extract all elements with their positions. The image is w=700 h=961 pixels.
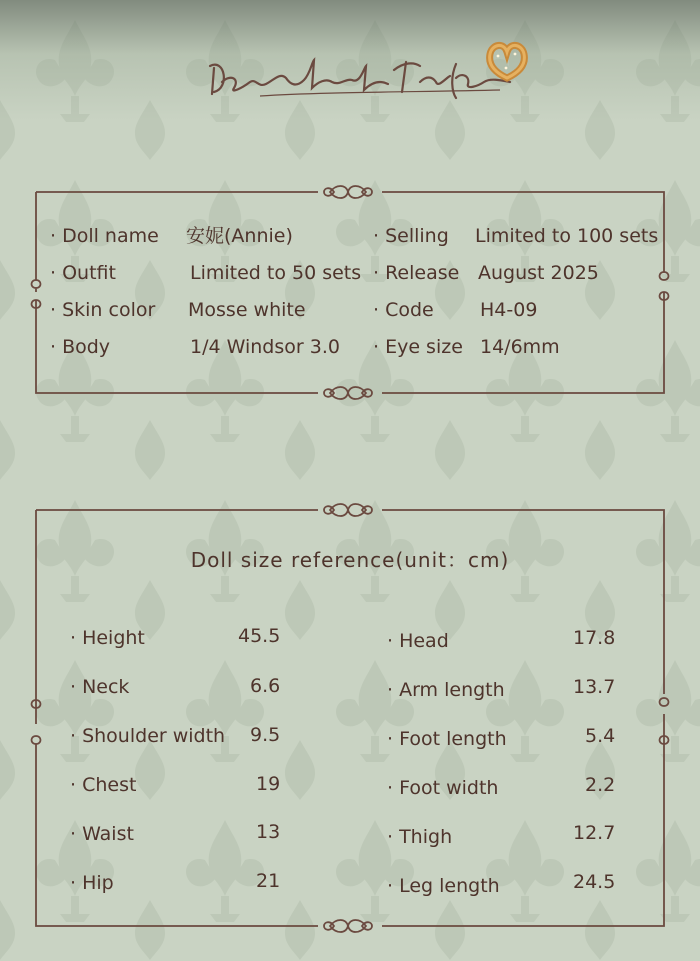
arm-length-label: · Arm length — [387, 679, 505, 701]
pretzel-icon — [484, 38, 530, 82]
doll-name-value: 安妮(Annie) — [186, 225, 293, 247]
foot-width-value: 2.2 — [585, 774, 616, 796]
foot-length-value: 5.4 — [585, 725, 616, 747]
height-label: · Height — [70, 627, 145, 649]
doll-name-label: · Doll name — [50, 225, 159, 247]
code-value: H4-09 — [480, 299, 538, 321]
eye-size-label: · Eye size — [373, 336, 463, 358]
thigh-value: 12.7 — [573, 822, 616, 844]
chest-value: 19 — [256, 773, 281, 795]
shoulder-width-label: · Shoulder width — [70, 725, 226, 747]
size-heading: Doll size reference(unit：cm) — [190, 548, 510, 572]
selling-label: · Selling — [373, 225, 449, 247]
thigh-label: · Thigh — [387, 826, 453, 848]
height-value: 45.5 — [238, 625, 281, 647]
eye-size-value: 14/6mm — [480, 336, 560, 358]
outfit-value: Limited to 50 sets — [190, 262, 362, 284]
release-value: August 2025 — [478, 262, 599, 284]
release-label: · Release — [373, 262, 460, 284]
neck-value: 6.6 — [250, 675, 281, 697]
foot-width-label: · Foot width — [387, 777, 499, 799]
chest-label: · Chest — [70, 774, 137, 796]
leg-length-value: 24.5 — [573, 871, 616, 893]
outfit-label: · Outfit — [50, 262, 116, 284]
waist-label: · Waist — [70, 823, 134, 845]
skin-color-value: Mosse white — [188, 299, 306, 321]
waist-value: 13 — [256, 821, 281, 843]
body-value: 1/4 Windsor 3.0 — [190, 336, 340, 358]
hip-label: · Hip — [70, 872, 114, 894]
product-info-script-title — [200, 48, 520, 108]
head-label: · Head — [387, 630, 449, 652]
info-frame — [30, 180, 670, 405]
neck-label: · Neck — [70, 676, 130, 698]
shoulder-width-value: 9.5 — [250, 724, 281, 746]
foot-length-label: · Foot length — [387, 728, 507, 750]
arm-length-value: 13.7 — [573, 676, 616, 698]
hip-value: 21 — [256, 870, 281, 892]
leg-length-label: · Leg length — [387, 875, 500, 897]
skin-color-label: · Skin color — [50, 299, 156, 321]
body-label: · Body — [50, 336, 111, 358]
head-value: 17.8 — [573, 627, 616, 649]
code-label: · Code — [373, 299, 434, 321]
selling-value: Limited to 100 sets — [475, 225, 659, 247]
